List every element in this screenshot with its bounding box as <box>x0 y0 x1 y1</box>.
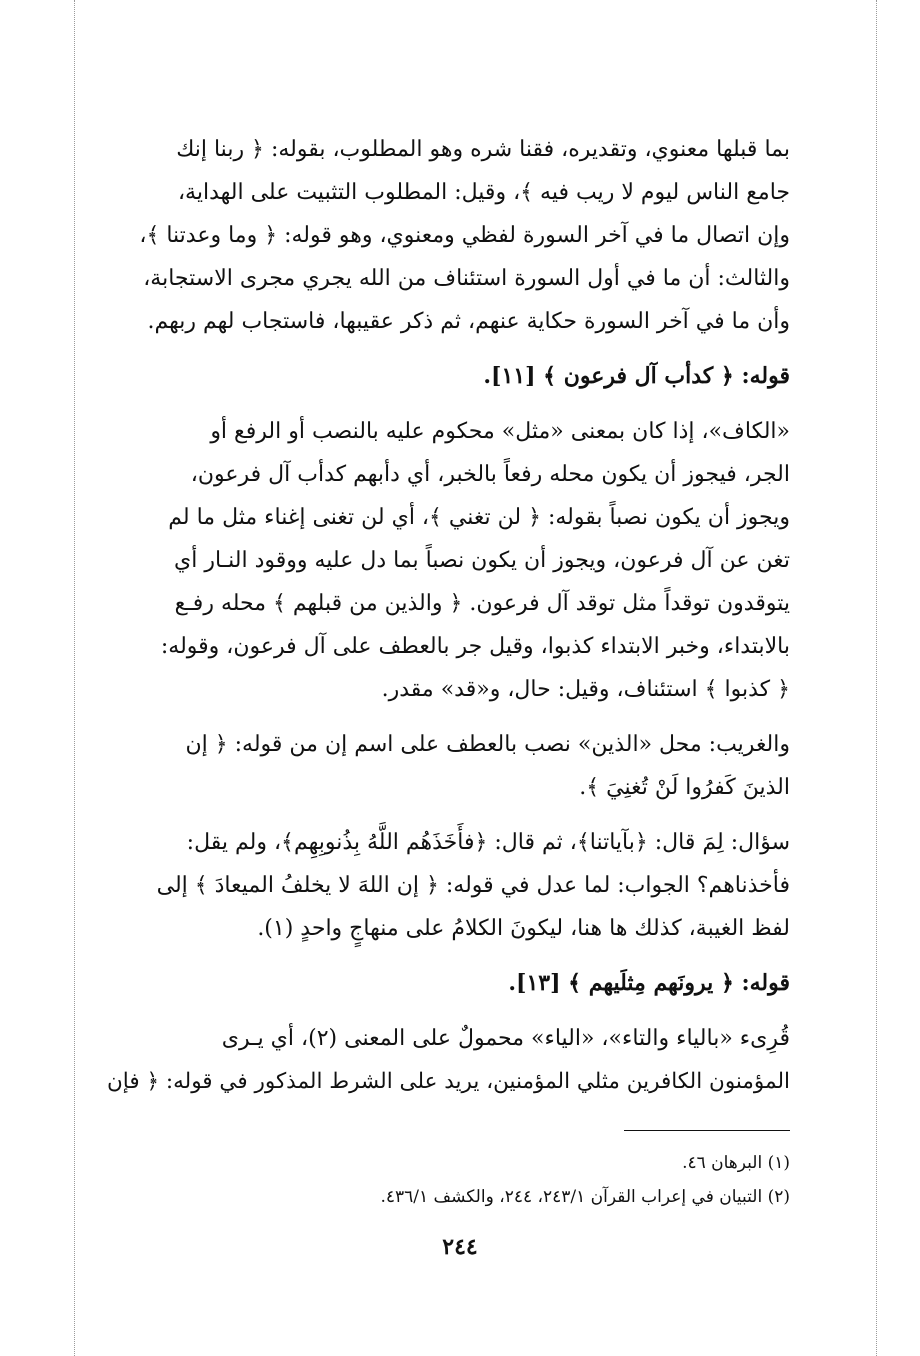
text-line: جامع الناس ليوم لا ريب فيه ﴾، وقيل: المطلوب التثبيت على الهداية، <box>177 180 790 205</box>
text-line: الجر، فيجوز أن يكون محله رفعاً بالخبر، أي دأبهم كدأب آل فرعون، <box>190 462 790 487</box>
text-line: بما قبلها معنوي، وتقديره، فقنا شره وهو المطلوب، بقوله: ﴿ ربنا إنك <box>176 137 790 162</box>
text-line: وإن اتصال ما في آخر السورة لفظي ومعنوي، وهو قوله: ﴿ وما وعدتنا ﴾، <box>139 223 790 248</box>
text-line: بالابتداء، وخبر الابتداء كذبوا، وقيل جر بالعطف على آل فرعون، وقوله: <box>160 634 790 659</box>
footnote-separator <box>624 1130 790 1131</box>
verse-heading-13 <box>104 962 790 1005</box>
paragraph-5 <box>104 1017 790 1103</box>
paragraph-2 <box>104 410 790 711</box>
text-line: وأن ما في آخر السورة حكاية عنهم، ثم ذكر عقيبها، فاستجاب لهم ربهم. <box>147 309 790 334</box>
text-line: قُرِىء «بالياء والتاء»، «الياء» محمولٌ على المعنى (٢)، أي يـرى <box>221 1026 790 1051</box>
footnote-2: (٢) التبيان في إعراب القرآن ٢٤٣/١، ٢٤٤، والكشف ٤٣٦/١. <box>380 1187 790 1207</box>
text-line: لفظ الغيبة، كذلك ها هنا، ليكونَ الكلامُ على منهاجٍ واحدٍ (١). <box>257 916 790 941</box>
page-body <box>104 128 790 1115</box>
text-line: قوله: ﴿ يرونَهم مِثلَيهم ﴾ [١٣]. <box>508 970 790 996</box>
paragraph-3 <box>104 723 790 809</box>
right-margin-guide <box>876 0 877 1356</box>
page-number: ٢٤٤ <box>442 1234 478 1260</box>
footnotes <box>104 1146 790 1214</box>
verse-heading-11 <box>104 355 790 398</box>
footnote-1: (١) البرهان ٤٦. <box>682 1153 790 1173</box>
text-line: يتوقدون توقداً مثل توقد آل فرعون. ﴿ والذين من قبلهم ﴾ محله رفـع <box>174 591 790 616</box>
text-line: والغريب: محل «الذين» نصب بالعطف على اسم إن من قوله: ﴿ إن <box>185 732 790 757</box>
text-line: تغن عن آل فرعون، ويجوز أن يكون نصباً بما دل عليه ووقود النـار أي <box>174 548 790 573</box>
text-line: سؤال: لِمَ قال: ﴿بآياتنا﴾، ثم قال: ﴿فأَخَذَهُم اللَّهُ بِذُنوبِهِم﴾، ولم يقل: <box>186 830 790 855</box>
text-line: ويجوز أن يكون نصباً بقوله: ﴿ لن تغني ﴾، أي لن تغنى إغناء مثل ما لم <box>168 505 790 530</box>
text-line: فأخذناهم؟ الجواب: لما عدل في قوله: ﴿ إن اللهَ لا يخلفُ الميعادَ ﴾ إلى <box>156 873 790 898</box>
paragraph-1 <box>104 128 790 343</box>
left-margin-guide <box>74 0 75 1356</box>
text-line: المؤمنون الكافرين مثلي المؤمنين، يريد على الشرط المذكور في قوله: ﴿ فإن <box>107 1069 790 1094</box>
text-line: والثالث: أن ما في أول السورة استئناف من الله يجري مجرى الاستجابة، <box>143 266 790 291</box>
text-line: ﴿ كذبوا ﴾ استئناف، وقيل: حال، و«قد» مقدر. <box>381 677 790 702</box>
text-line: الذينَ كَفرُوا لَنْ تُغنِيَ ﴾. <box>579 775 790 800</box>
paragraph-4 <box>104 821 790 950</box>
text-line: «الكاف»، إذا كان بمعنى «مثل» محكوم عليه بالنصب أو الرفع أو <box>210 419 790 444</box>
text-line: قوله: ﴿ كدأب آل فرعون ﴾ [١١]. <box>483 363 790 389</box>
